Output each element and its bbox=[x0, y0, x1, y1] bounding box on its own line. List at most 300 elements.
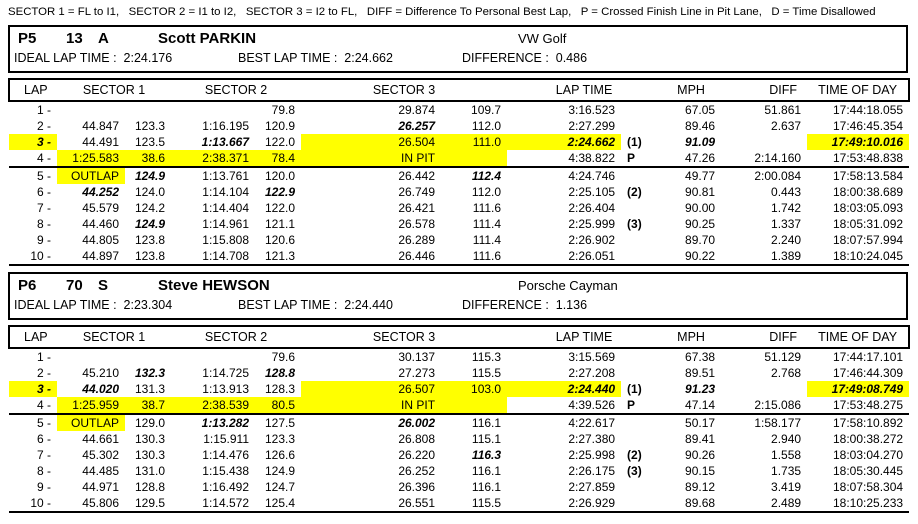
cell-diff: 1.389 bbox=[771, 249, 802, 263]
cell-lap-time: 2:26.929 bbox=[568, 496, 616, 510]
lap-row bbox=[9, 167, 909, 184]
cell-sector3-speed: 115.1 bbox=[471, 432, 502, 446]
cell-lap-time: 4:38.822 bbox=[507, 150, 621, 167]
cell-lap: 6 - bbox=[36, 432, 51, 446]
cell-mph: 90.25 bbox=[685, 217, 716, 231]
cell-sector2-time: 1:15.808 bbox=[202, 233, 250, 247]
cell-sector2-time: 1:13.667 bbox=[201, 135, 250, 149]
cell-sector2-speed: 80.5 bbox=[255, 397, 301, 414]
driver-name: Scott PARKIN bbox=[158, 30, 257, 47]
cell-sector3-time: 29.874 bbox=[398, 103, 436, 117]
cell-lap-time: 2:25.105 bbox=[568, 185, 616, 199]
cell-sector3-speed: 115.5 bbox=[471, 496, 502, 510]
cell-time-of-day: 18:10:25.233 bbox=[832, 496, 904, 510]
cell-sector2-speed: 120.9 bbox=[265, 119, 296, 133]
cell-mph: 90.81 bbox=[685, 185, 716, 199]
cell-mph: 89.12 bbox=[685, 480, 716, 494]
cell-sector3-speed: 116.1 bbox=[471, 464, 502, 478]
cell-diff: 51.861 bbox=[764, 103, 802, 117]
cell-sector1-speed bbox=[125, 101, 171, 118]
cell-sector1-speed: 132.3 bbox=[134, 366, 166, 380]
cell-sector1-time: 44.971 bbox=[82, 480, 119, 494]
column-header-lap-time: LAP TIME bbox=[507, 79, 661, 101]
lap-row bbox=[9, 447, 909, 463]
cell-lap-time: 4:22.617 bbox=[568, 416, 616, 430]
cell-sector2-speed: 79.8 bbox=[271, 103, 296, 117]
cell-sector3-speed: 116.1 bbox=[471, 416, 502, 430]
cell-diff: 2.489 bbox=[771, 496, 802, 510]
lap-row bbox=[9, 101, 909, 118]
cell-sector2-time: 1:14.104 bbox=[202, 185, 250, 199]
column-header-mph: MPH bbox=[661, 326, 721, 348]
cell-sector2-speed: 78.4 bbox=[255, 150, 301, 167]
cell-lap: 8 - bbox=[36, 464, 51, 478]
cell-mph: 89.70 bbox=[685, 233, 716, 247]
cell-sector1-time: OUTLAP bbox=[57, 167, 125, 184]
cell-mph: 90.22 bbox=[685, 249, 716, 263]
cell-time-of-day: 17:53:48.275 bbox=[807, 397, 909, 414]
column-header-sector-2: SECTOR 2 bbox=[171, 326, 301, 348]
cell-sector3-speed: 112.4 bbox=[471, 169, 502, 183]
cell-sector2-time: 1:14.961 bbox=[202, 217, 250, 231]
cell-sector2-speed: 123.3 bbox=[265, 432, 296, 446]
column-header-diff: DIFF bbox=[721, 79, 807, 101]
cell-sector2-speed: 125.4 bbox=[265, 496, 296, 510]
cell-diff: 1:58.177 bbox=[754, 416, 802, 430]
column-header-sector-1: SECTOR 1 bbox=[57, 326, 171, 348]
cell-sector3-time: 26.257 bbox=[398, 119, 436, 133]
car-number: 13 bbox=[66, 30, 83, 47]
column-header-time-of-day: TIME OF DAY bbox=[807, 79, 909, 101]
driver-section-p6 bbox=[8, 272, 908, 513]
cell-lap: 9 - bbox=[36, 480, 51, 494]
lap-row bbox=[9, 414, 909, 431]
cell-sector2-time: 1:16.492 bbox=[202, 480, 250, 494]
cell-flag: (2) bbox=[627, 185, 642, 199]
cell-sector1-speed: 38.6 bbox=[125, 150, 171, 167]
cell-lap: 7 - bbox=[36, 201, 51, 215]
cell-lap-time: 2:24.440 bbox=[507, 381, 621, 397]
cell-sector1-time: 44.847 bbox=[82, 119, 119, 133]
cell-sector3-time: 30.137 bbox=[398, 350, 436, 364]
car-class: S bbox=[98, 277, 109, 294]
cell-lap: 3 - bbox=[9, 134, 57, 150]
cell-time-of-day: 17:44:18.055 bbox=[832, 103, 904, 117]
cell-mph: 91.09 bbox=[685, 135, 716, 149]
cell-sector3-speed: 115.5 bbox=[471, 366, 502, 380]
cell-diff: 2.940 bbox=[771, 432, 802, 446]
cell-diff bbox=[721, 381, 807, 397]
cell-sector1-speed: 131.0 bbox=[134, 464, 166, 478]
cell-sector3-time: 26.252 bbox=[398, 464, 436, 478]
cell-sector1-time bbox=[57, 348, 125, 365]
cell-sector3-speed: 111.4 bbox=[472, 233, 502, 247]
cell-sector3-time: 26.507 bbox=[301, 381, 441, 397]
cell-sector3-time: 26.002 bbox=[398, 416, 436, 430]
cell-lap-time: 2:27.208 bbox=[568, 366, 616, 380]
cell-lap: 9 - bbox=[36, 233, 51, 247]
cell-sector1-time: 44.897 bbox=[82, 249, 119, 263]
lap-row bbox=[9, 431, 909, 447]
cell-sector2-speed: 127.5 bbox=[265, 416, 296, 430]
cell-diff: 2:15.086 bbox=[721, 397, 807, 414]
cell-flag bbox=[621, 167, 661, 184]
cell-sector1-speed: 124.0 bbox=[134, 185, 166, 199]
cell-sector1-time: 44.252 bbox=[82, 185, 119, 199]
cell-diff: 2:00.084 bbox=[754, 169, 802, 183]
cell-sector2-time: 1:14.476 bbox=[202, 448, 250, 462]
cell-sector1-time: 45.302 bbox=[82, 448, 119, 462]
cell-diff: 1.735 bbox=[771, 464, 802, 478]
lap-row bbox=[9, 184, 909, 200]
cell-mph: 91.23 bbox=[685, 382, 716, 396]
cell-lap-time: 2:27.859 bbox=[568, 480, 616, 494]
cell-sector3-time: 26.220 bbox=[398, 448, 436, 462]
cell-sector1-speed: 123.8 bbox=[134, 233, 166, 247]
cell-sector1-time: 44.805 bbox=[82, 233, 119, 247]
cell-sector2-time: 2:38.371 bbox=[171, 150, 255, 167]
cell-lap-time: 4:39.526 bbox=[507, 397, 621, 414]
cell-time-of-day: 18:07:58.304 bbox=[832, 480, 904, 494]
cell-sector1-speed: 130.3 bbox=[134, 432, 166, 446]
cell-sector3-speed: 109.7 bbox=[471, 103, 502, 117]
cell-sector2-speed: 128.8 bbox=[265, 366, 296, 380]
cell-sector3-speed bbox=[441, 397, 507, 414]
cell-time-of-day: 17:46:45.354 bbox=[832, 119, 904, 133]
cell-flag: P bbox=[621, 397, 661, 414]
cell-flag bbox=[621, 118, 661, 134]
cell-lap-time: 2:26.902 bbox=[568, 233, 616, 247]
column-header-row bbox=[9, 79, 909, 101]
cell-sector2-time: 1:13.913 bbox=[202, 382, 250, 396]
column-header-sector-3: SECTOR 3 bbox=[301, 326, 507, 348]
cell-sector1-time: 1:25.583 bbox=[57, 150, 125, 167]
cell-diff: 0.443 bbox=[771, 185, 802, 199]
cell-lap: 7 - bbox=[36, 448, 51, 462]
cell-lap-time: 2:25.998 bbox=[568, 448, 616, 462]
lap-row bbox=[9, 134, 909, 150]
lap-row bbox=[9, 248, 909, 265]
cell-flag bbox=[621, 431, 661, 447]
cell-mph: 89.68 bbox=[685, 496, 716, 510]
cell-diff: 1.558 bbox=[771, 448, 802, 462]
cell-sector1-speed: 124.2 bbox=[134, 201, 166, 215]
lap-table-wrap bbox=[8, 325, 908, 513]
cell-sector1-speed: 130.3 bbox=[134, 448, 166, 462]
cell-flag bbox=[621, 101, 661, 118]
cell-sector2-time: 2:38.539 bbox=[171, 397, 255, 414]
cell-mph: 47.14 bbox=[661, 397, 721, 414]
cell-sector3-speed: 115.3 bbox=[471, 350, 502, 364]
cell-diff: 2.768 bbox=[771, 366, 802, 380]
column-header-time-of-day: TIME OF DAY bbox=[807, 326, 909, 348]
cell-diff: 2.240 bbox=[771, 233, 802, 247]
lap-row bbox=[9, 479, 909, 495]
column-header-lap-time: LAP TIME bbox=[507, 326, 661, 348]
cell-time-of-day: 17:58:10.892 bbox=[832, 416, 904, 430]
cell-diff: 51.129 bbox=[764, 350, 802, 364]
cell-sector3-speed: 103.0 bbox=[441, 381, 507, 397]
cell-lap-time: 2:27.299 bbox=[568, 119, 616, 133]
cell-lap: 5 - bbox=[36, 416, 51, 430]
cell-sector3-time: 26.749 bbox=[398, 185, 436, 199]
cell-flag bbox=[621, 232, 661, 248]
cell-sector3-time: 26.446 bbox=[398, 249, 436, 263]
cell-sector3-time: 26.578 bbox=[398, 217, 436, 231]
lap-row bbox=[9, 463, 909, 479]
cell-sector1-speed: 129.0 bbox=[134, 416, 166, 430]
cell-sector3-speed: 111.6 bbox=[472, 249, 502, 263]
cell-sector3-time: IN PIT bbox=[301, 397, 441, 414]
cell-flag bbox=[621, 200, 661, 216]
cell-lap-time: 4:24.746 bbox=[568, 169, 616, 183]
cell-sector3-speed: 116.3 bbox=[471, 448, 502, 462]
cell-sector2-time: 1:15.438 bbox=[202, 464, 250, 478]
driver-name: Steve HEWSON bbox=[158, 277, 270, 294]
cell-time-of-day: 18:05:31.092 bbox=[832, 217, 904, 231]
ideal-lap-time: IDEAL LAP TIME : 2:23.304 bbox=[14, 298, 173, 312]
cell-sector2-time: 1:14.572 bbox=[202, 496, 250, 510]
cell-sector2-speed: 124.7 bbox=[265, 480, 296, 494]
cell-time-of-day: 17:44:17.101 bbox=[832, 350, 904, 364]
cell-sector3-time: 26.808 bbox=[398, 432, 436, 446]
cell-flag: (3) bbox=[627, 217, 642, 231]
column-header-lap: LAP bbox=[9, 326, 57, 348]
cell-lap-time: 2:24.662 bbox=[507, 134, 621, 150]
cell-sector3-time: 26.442 bbox=[398, 169, 436, 183]
lap-row bbox=[9, 118, 909, 134]
lap-table-wrap bbox=[8, 78, 908, 266]
cell-sector2-time: 1:15.911 bbox=[203, 432, 250, 446]
cell-flag bbox=[621, 479, 661, 495]
cell-sector2-speed: 79.6 bbox=[271, 350, 296, 364]
cell-sector1-speed: 131.3 bbox=[134, 382, 166, 396]
cell-sector1-speed: 129.5 bbox=[134, 496, 166, 510]
cell-flag bbox=[621, 248, 661, 265]
cell-sector1-speed: 123.8 bbox=[134, 249, 166, 263]
cell-lap: 1 - bbox=[36, 103, 51, 117]
column-header-mph: MPH bbox=[661, 79, 721, 101]
cell-sector2-speed: 122.0 bbox=[265, 135, 296, 149]
cell-time-of-day: 18:10:24.045 bbox=[832, 249, 904, 263]
position-label: P5 bbox=[18, 30, 37, 47]
cell-time-of-day: 17:53:48.838 bbox=[807, 150, 909, 167]
cell-time-of-day: 18:07:57.994 bbox=[832, 233, 904, 247]
car-model: VW Golf bbox=[518, 31, 567, 46]
cell-flag: (3) bbox=[627, 464, 642, 478]
lap-row bbox=[9, 381, 909, 397]
cell-sector1-speed: 38.7 bbox=[125, 397, 171, 414]
cell-mph: 89.46 bbox=[685, 119, 716, 133]
cell-sector2-time: 1:14.725 bbox=[202, 366, 250, 380]
cell-lap: 2 - bbox=[36, 366, 51, 380]
lap-row bbox=[9, 365, 909, 381]
cell-diff: 1.337 bbox=[771, 217, 802, 231]
cell-time-of-day: 17:58:13.584 bbox=[832, 169, 904, 183]
ideal-lap-time: IDEAL LAP TIME : 2:24.176 bbox=[14, 51, 173, 65]
cell-mph: 90.15 bbox=[685, 464, 716, 478]
cell-sector3-time: IN PIT bbox=[301, 150, 441, 167]
cell-sector2-speed: 128.3 bbox=[265, 382, 296, 396]
cell-lap: 6 - bbox=[36, 185, 51, 199]
cell-sector2-time: 1:16.195 bbox=[202, 119, 250, 133]
position-label: P6 bbox=[18, 277, 37, 294]
cell-flag: (1) bbox=[627, 135, 642, 149]
column-header-sector-1: SECTOR 1 bbox=[57, 79, 171, 101]
cell-flag bbox=[621, 414, 661, 431]
cell-time-of-day: 18:05:30.445 bbox=[832, 464, 904, 478]
cell-flag: (1) bbox=[627, 382, 642, 396]
cell-sector2-speed: 122.0 bbox=[265, 201, 296, 215]
cell-sector2-speed: 124.9 bbox=[265, 464, 296, 478]
cell-lap-time: 3:15.569 bbox=[568, 350, 616, 364]
cell-sector1-speed: 123.5 bbox=[134, 135, 166, 149]
cell-mph: 90.00 bbox=[685, 201, 716, 215]
cell-lap-time: 2:26.175 bbox=[568, 464, 616, 478]
cell-sector1-speed: 124.9 bbox=[134, 217, 166, 231]
cell-mph: 67.05 bbox=[685, 103, 716, 117]
cell-sector2-speed: 121.1 bbox=[265, 217, 296, 231]
cell-diff: 2.637 bbox=[771, 119, 802, 133]
driver-info-box bbox=[8, 272, 908, 320]
lap-row bbox=[9, 150, 909, 167]
driver-section-p5 bbox=[8, 25, 908, 266]
column-header-sector-3: SECTOR 3 bbox=[301, 79, 507, 101]
best-lap-time: BEST LAP TIME : 2:24.662 bbox=[238, 51, 393, 65]
lap-row bbox=[9, 495, 909, 512]
cell-sector3-time: 26.551 bbox=[398, 496, 436, 510]
cell-flag bbox=[621, 348, 661, 365]
cell-lap: 10 - bbox=[30, 496, 51, 510]
cell-diff: 2:14.160 bbox=[721, 150, 807, 167]
cell-sector3-speed: 116.1 bbox=[471, 480, 502, 494]
cell-time-of-day: 17:46:44.309 bbox=[832, 366, 904, 380]
cell-lap: 2 - bbox=[36, 119, 51, 133]
cell-time-of-day: 17:49:08.749 bbox=[807, 381, 909, 397]
lap-row bbox=[9, 200, 909, 216]
lap-row bbox=[9, 348, 909, 365]
cell-diff bbox=[721, 134, 807, 150]
cell-sector1-time: 44.485 bbox=[82, 464, 119, 478]
cell-lap: 4 - bbox=[9, 150, 57, 167]
column-header-row bbox=[9, 326, 909, 348]
cell-mph: 89.41 bbox=[685, 432, 716, 446]
cell-sector1-time: 45.806 bbox=[82, 496, 119, 510]
lap-row bbox=[9, 216, 909, 232]
cell-sector3-speed bbox=[441, 150, 507, 167]
cell-sector3-speed: 112.0 bbox=[471, 119, 502, 133]
column-header-sector-2: SECTOR 2 bbox=[171, 79, 301, 101]
cell-flag: P bbox=[621, 150, 661, 167]
cell-sector3-time: 27.273 bbox=[398, 366, 436, 380]
cell-lap-time: 2:26.404 bbox=[568, 201, 616, 215]
cell-sector1-time: 45.210 bbox=[82, 366, 119, 380]
cell-mph: 49.77 bbox=[685, 169, 716, 183]
cell-time-of-day: 17:49:10.016 bbox=[807, 134, 909, 150]
cell-sector3-time: 26.289 bbox=[398, 233, 436, 247]
cell-sector2-speed: 120.6 bbox=[265, 233, 296, 247]
cell-sector1-time: 44.460 bbox=[82, 217, 119, 231]
cell-mph: 90.26 bbox=[685, 448, 716, 462]
lap-table bbox=[8, 78, 910, 266]
cell-lap-time: 2:26.051 bbox=[568, 249, 616, 263]
cell-sector2-time bbox=[171, 348, 255, 365]
cell-lap: 3 - bbox=[9, 381, 57, 397]
cell-sector1-time: 44.020 bbox=[82, 382, 119, 396]
timing-sheet bbox=[0, 25, 918, 513]
car-number: 70 bbox=[66, 277, 83, 294]
cell-sector1-time: 44.661 bbox=[82, 432, 119, 446]
cell-lap: 8 - bbox=[36, 217, 51, 231]
cell-sector1-time bbox=[57, 101, 125, 118]
cell-mph: 47.26 bbox=[661, 150, 721, 167]
cell-diff: 3.419 bbox=[771, 480, 802, 494]
column-header-lap: LAP bbox=[9, 79, 57, 101]
car-model: Porsche Cayman bbox=[518, 278, 618, 293]
cell-lap: 5 - bbox=[36, 169, 51, 183]
column-header-diff: DIFF bbox=[721, 326, 807, 348]
cell-sector1-speed: 123.3 bbox=[134, 119, 166, 133]
cell-sector1-time: 44.491 bbox=[82, 135, 119, 149]
cell-sector1-time: 45.579 bbox=[82, 201, 119, 215]
cell-sector3-speed: 111.6 bbox=[472, 201, 502, 215]
cell-sector3-speed: 111.4 bbox=[472, 217, 502, 231]
cell-lap-time: 3:16.523 bbox=[568, 103, 616, 117]
car-class: A bbox=[98, 30, 109, 47]
cell-lap-time: 2:25.999 bbox=[568, 217, 616, 231]
cell-lap: 4 - bbox=[9, 397, 57, 414]
cell-sector3-speed: 111.0 bbox=[441, 134, 507, 150]
lap-row bbox=[9, 397, 909, 414]
cell-sector2-time bbox=[171, 101, 255, 118]
cell-sector1-speed: 124.9 bbox=[134, 169, 166, 183]
cell-sector1-speed bbox=[125, 348, 171, 365]
cell-lap-time: 2:27.380 bbox=[568, 432, 616, 446]
cell-mph: 89.51 bbox=[685, 366, 716, 380]
cell-flag bbox=[621, 495, 661, 512]
cell-mph: 67.38 bbox=[685, 350, 716, 364]
cell-sector2-time: 1:14.708 bbox=[202, 249, 250, 263]
cell-time-of-day: 18:03:05.093 bbox=[832, 201, 904, 215]
best-lap-time: BEST LAP TIME : 2:24.440 bbox=[238, 298, 393, 312]
cell-sector2-speed: 126.6 bbox=[265, 448, 296, 462]
legend-text: SECTOR 1 = FL to I1, SECTOR 2 = I1 to I2, SECTOR 3 = I2 to FL, DIFF = Difference To Personal Best Lap, P = Crossed Finish Line in Pit Lane, D = Time Disallowed bbox=[8, 6, 876, 18]
cell-sector2-speed: 120.0 bbox=[265, 169, 296, 183]
cell-time-of-day: 18:00:38.272 bbox=[832, 432, 904, 446]
cell-lap: 1 - bbox=[36, 350, 51, 364]
cell-sector1-speed: 128.8 bbox=[134, 480, 166, 494]
cell-sector3-speed: 112.0 bbox=[471, 185, 502, 199]
cell-time-of-day: 18:03:04.270 bbox=[832, 448, 904, 462]
cell-sector3-time: 26.504 bbox=[301, 134, 441, 150]
cell-diff: 1.742 bbox=[771, 201, 802, 215]
cell-sector2-speed: 121.3 bbox=[265, 249, 296, 263]
difference-value: DIFFERENCE : 0.486 bbox=[462, 51, 588, 65]
cell-flag bbox=[621, 365, 661, 381]
cell-mph: 50.17 bbox=[685, 416, 716, 430]
cell-sector2-time: 1:13.761 bbox=[202, 169, 250, 183]
cell-time-of-day: 18:00:38.689 bbox=[832, 185, 904, 199]
cell-sector2-time: 1:14.404 bbox=[202, 201, 250, 215]
cell-sector1-time: 1:25.959 bbox=[57, 397, 125, 414]
cell-lap: 10 - bbox=[30, 249, 51, 263]
cell-flag: (2) bbox=[627, 448, 642, 462]
cell-sector3-time: 26.396 bbox=[398, 480, 436, 494]
cell-sector1-time: OUTLAP bbox=[57, 414, 125, 431]
driver-info-box bbox=[8, 25, 908, 73]
cell-sector2-time: 1:13.282 bbox=[201, 416, 250, 430]
lap-row bbox=[9, 232, 909, 248]
